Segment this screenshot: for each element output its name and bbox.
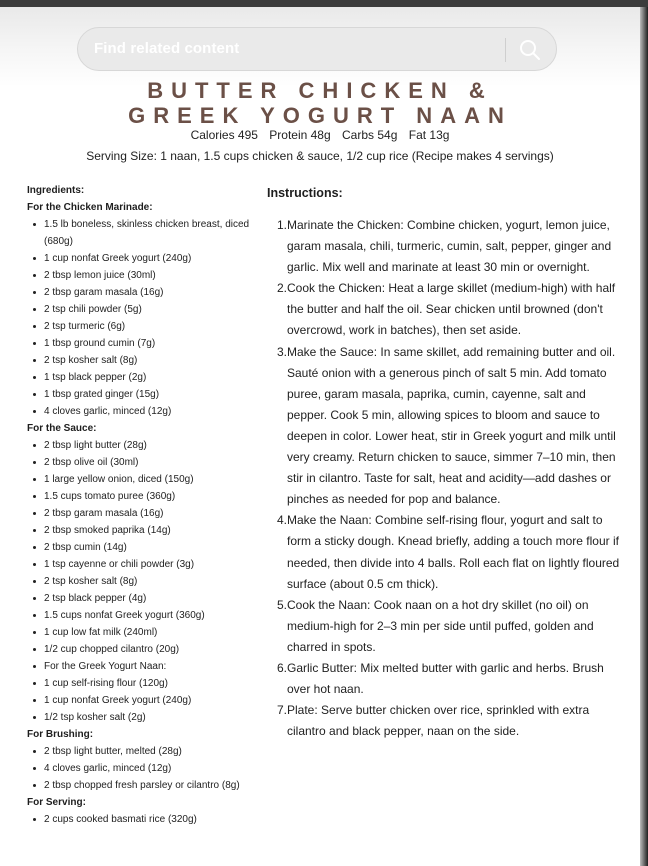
ingredient-item: 1.5 lb boneless, skinless chicken breast, diced (680g)	[27, 216, 267, 250]
top-bar	[0, 0, 648, 7]
recipe-card	[0, 7, 640, 866]
ingredient-item: 1 cup low fat milk (240ml)	[27, 624, 267, 641]
search-divider	[505, 38, 506, 62]
ingredient-item: 1 tbsp grated ginger (15g)	[27, 386, 267, 403]
step-number: 3.	[277, 344, 288, 359]
ingredients-heading: Ingredients:	[27, 185, 85, 196]
ingredient-item: 2 tsp chili powder (5g)	[27, 301, 267, 318]
ingredient-item: 2 tbsp cumin (14g)	[27, 539, 267, 556]
instruction-step	[267, 595, 622, 658]
ingredient-item: 1 cup nonfat Greek yogurt (240g)	[27, 250, 267, 267]
ingredient-item: 1.5 cups tomato puree (360g)	[27, 488, 267, 505]
ingredient-item: 2 tsp kosher salt (8g)	[27, 352, 267, 369]
recipe-title-line-2: GREEK YOGURT NAAN	[128, 103, 512, 128]
ingredient-item: 1 large yellow onion, diced (150g)	[27, 471, 267, 488]
ingredient-item: 1/2 cup chopped cilantro (20g)	[27, 641, 267, 658]
step-text: Make the Naan: Combine self-rising flour, yogurt and salt to form a sticky dough. Knead briefly, adding a touch more flour if needed, then divide into 4 balls. Roll each flat on lightly floured surface (about 0.5 cm thick).	[287, 513, 620, 591]
instruction-step	[267, 700, 622, 742]
instruction-steps	[267, 215, 622, 742]
ingredient-list	[27, 743, 267, 794]
ingredient-item: 2 cups cooked basmati rice (320g)	[27, 811, 267, 828]
ingredient-item: 2 tbsp light butter (28g)	[27, 437, 267, 454]
ingredient-item: For the Greek Yogurt Naan:	[27, 658, 267, 675]
ingredient-item: 1 tbsp ground cumin (7g)	[27, 335, 267, 352]
ingredient-item: 1 tsp black pepper (2g)	[27, 369, 267, 386]
ingredient-group-title: For the Chicken Marinade:	[27, 202, 153, 213]
instructions-heading: Instructions:	[267, 186, 343, 200]
step-text: Plate: Serve butter chicken over rice, sprinkled with extra cilantro and black pepper, naan on the side.	[287, 703, 590, 739]
ingredient-item: 1 cup self-rising flour (120g)	[27, 675, 267, 692]
ingredient-item: 2 tbsp olive oil (30ml)	[27, 454, 267, 471]
page-edge-shadow	[640, 7, 648, 866]
ingredient-item: 2 tbsp garam masala (16g)	[27, 284, 267, 301]
ingredient-item: 2 tbsp chopped fresh parsley or cilantro (8g)	[27, 777, 267, 794]
recipe-title-line-1: BUTTER CHICKEN &	[147, 78, 493, 103]
fat-value: Fat 13g	[408, 128, 450, 142]
search-input[interactable]: Find related content	[94, 40, 240, 57]
ingredient-item: 2 tbsp garam masala (16g)	[27, 505, 267, 522]
ingredient-item: 2 tsp kosher salt (8g)	[27, 573, 267, 590]
ingredient-item: 1.5 cups nonfat Greek yogurt (360g)	[27, 607, 267, 624]
ingredient-item: 2 tbsp light butter, melted (28g)	[27, 743, 267, 760]
ingredient-list	[27, 811, 267, 828]
ingredient-list	[27, 216, 267, 420]
step-text: Garlic Butter: Mix melted butter with garlic and herbs. Brush over hot naan.	[287, 660, 604, 697]
ingredient-group-title: For the Sauce:	[27, 423, 97, 434]
step-number: 4.	[277, 513, 288, 528]
instruction-step	[267, 342, 622, 511]
protein-value: Protein 48g	[269, 128, 331, 142]
instruction-step	[267, 278, 622, 341]
instruction-step	[267, 215, 622, 278]
macros-line	[0, 128, 640, 142]
step-text: Make the Sauce: In same skillet, add remaining butter and oil. Sauté onion with a generous pinch of salt 5 min. Add tomato puree, garam masala, paprika, cumin, cayenne, salt and pepper. Cook 5 min, allowing spices to bloom and sauce to deepen in color. Lower heat, stir in Greek yogurt and milk until very creamy. Return chicken to sauce, simmer 7–10 min, then stir in cilantro. Taste for salt, heat and acidity—add dashes or pinches as needed for pop and balance.	[287, 344, 616, 507]
ingredient-item: 1 cup nonfat Greek yogurt (240g)	[27, 692, 267, 709]
step-number: 5.	[277, 597, 288, 612]
step-number: 7.	[277, 703, 288, 718]
ingredient-item: 2 tsp black pepper (4g)	[27, 590, 267, 607]
ingredient-item: 2 tsp turmeric (6g)	[27, 318, 267, 335]
ingredient-item: 1/2 tsp kosher salt (2g)	[27, 709, 267, 726]
ingredient-item: 2 tbsp smoked paprika (14g)	[27, 522, 267, 539]
step-text: Marinate the Chicken: Combine chicken, yogurt, lemon juice, garam masala, chili, turmeric, cumin, salt, pepper, ginger and garlic. Mix well and marinate at least 30 min or overnight.	[287, 218, 612, 275]
step-number: 2.	[277, 281, 288, 296]
ingredients-column	[27, 182, 267, 828]
step-number: 1.	[277, 218, 288, 232]
ingredient-group-title: For Serving:	[27, 797, 86, 808]
step-text: Cook the Chicken: Heat a large skillet (medium-high) with half the butter and half the oil. Sear chicken until browned (don't overcrowd, work in batches), then set aside.	[287, 281, 616, 338]
ingredient-item: 1 tsp cayenne or chili powder (3g)	[27, 556, 267, 573]
calories-value: Calories 495	[190, 128, 258, 142]
search-bar[interactable]	[77, 27, 557, 71]
step-number: 6.	[277, 660, 288, 675]
instruction-step	[267, 510, 622, 594]
search-icon[interactable]	[518, 38, 542, 62]
ingredient-item: 4 cloves garlic, minced (12g)	[27, 403, 267, 420]
ingredient-group-title: For Brushing:	[27, 729, 94, 740]
carbs-value: Carbs 54g	[342, 128, 398, 142]
ingredient-item: 2 tbsp lemon juice (30ml)	[27, 267, 267, 284]
ingredient-item: 4 cloves garlic, minced (12g)	[27, 760, 267, 777]
step-text: Cook the Naan: Cook naan on a hot dry skillet (no oil) on medium-high for 2–3 min per side until puffed, golden and charred in spots.	[287, 597, 594, 654]
ingredient-list	[27, 437, 267, 726]
serving-size: Serving Size: 1 naan, 1.5 cups chicken & sauce, 1/2 cup rice (Recipe makes 4 servings)	[86, 149, 554, 163]
instruction-step	[267, 658, 622, 700]
instructions-column	[267, 183, 622, 742]
